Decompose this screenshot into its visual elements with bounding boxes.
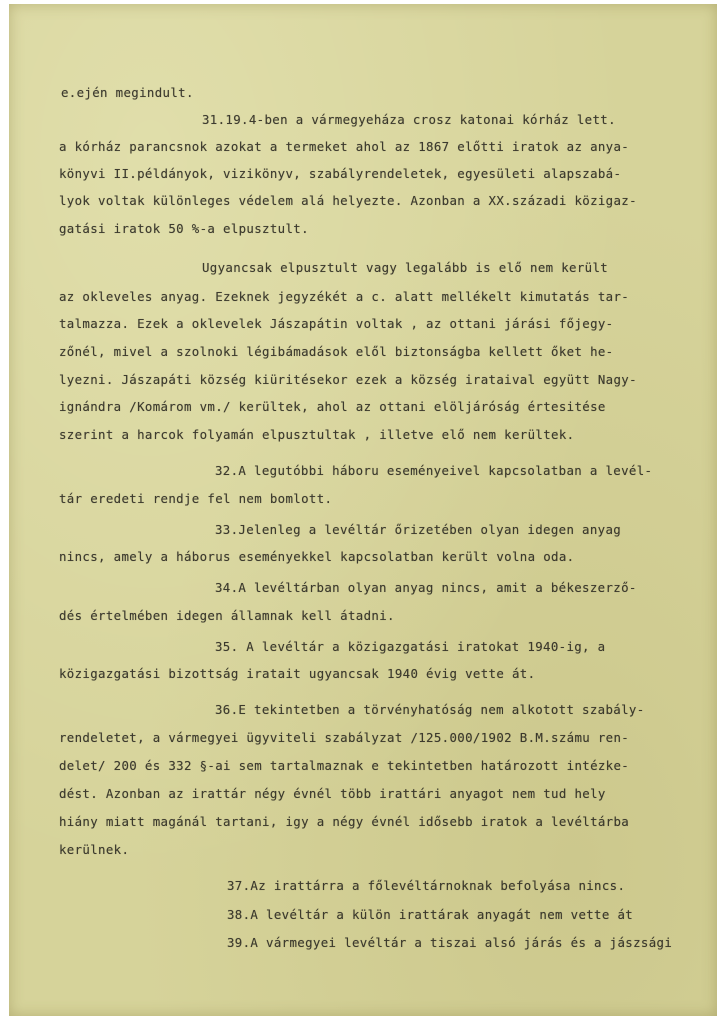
text-line: 34.A levéltárban olyan anyag nincs, amit a békeszerző- [215,580,637,595]
text-line: talmazza. Ezek a oklevelek Jászapátin voltak , az ottani járási főjegy- [59,316,614,331]
text-line: 32.A legutóbbi háboru eseményeivel kapcsolatban a levél- [215,463,653,478]
text-line: dés értelmében idegen államnak kell átadni. [59,608,395,623]
text-line: 33.Jelenleg a levéltár őrizetében olyan idegen anyag [215,522,622,537]
text-line: könyvi II.példányok, vizikönyv, szabályrendeletek, egyesületi alapszabá- [59,166,622,181]
text-line: e.ején megindult. [61,85,194,100]
text-line: 35. A levéltár a közigazgatási iratokat 1940-ig, a [215,639,606,654]
text-line: 37.Az irattárra a főlevéltárnoknak befolyása nincs. [227,878,626,893]
text-line: 36.E tekintetben a törvényhatóság nem alkotott szabály- [215,702,645,717]
text-line: ignándra /Komárom vm./ kerültek, ahol az ottani elöljáróság értesitése [59,399,606,414]
text-line: az okleveles anyag. Ezeknek jegyzékét a c. alatt mellékelt kimutatás tar- [59,289,630,304]
text-line: delet/ 200 és 332 §-ai sem tartalmaznak e tekintetben határozott intézke- [59,758,630,773]
text-line: a kórház parancsnok azokat a termeket ahol az 1867 előtti iratok az anya- [59,139,630,154]
text-line: 38.A levéltár a külön irattárak anyagát nem vette át [227,907,634,922]
text-line: rendeletet, a vármegyei ügyviteli szabályzat /125.000/1902 B.M.számu ren- [59,730,630,745]
text-line: gatási iratok 50 %-a elpusztult. [59,221,309,236]
typewritten-text [9,4,717,1016]
text-line: 39.A vármegyei levéltár a tiszai alsó járás és a jászsági [227,935,673,950]
text-line: zőnél, mivel a szolnoki légibámadások elől biztonságba kellett őket he- [59,344,614,359]
text-line: dést. Azonban az irattár négy évnél több irattári anyagot nem tud hely [59,786,606,801]
text-line: hiány miatt magánál tartani, igy a négy évnél idősebb iratok a levéltárba [59,814,630,829]
text-line: szerint a harcok folyamán elpusztultak , illetve elő nem kerültek. [59,427,575,442]
text-line: nincs, amely a háborus eseményekkel kapcsolatban került volna oda. [59,549,575,564]
text-line: kerülnek. [59,842,130,857]
text-line: lyezni. Jászapáti község kiüritésekor ezek a község irataival együtt Nagy- [59,372,637,387]
text-line: lyok voltak különleges védelem alá helyezte. Azonban a XX.századi közigaz- [59,193,637,208]
text-line: Ugyancsak elpusztult vagy legalább is elő nem került [202,260,609,275]
document-page [9,4,717,1016]
text-line: 31.19.4-ben a vármegyeháza crosz katonai kórház lett. [202,112,616,127]
text-line: közigazgatási bizottság iratait ugyancsak 1940 évig vette át. [59,666,536,681]
text-line: tár eredeti rendje fel nem bomlott. [59,491,333,506]
